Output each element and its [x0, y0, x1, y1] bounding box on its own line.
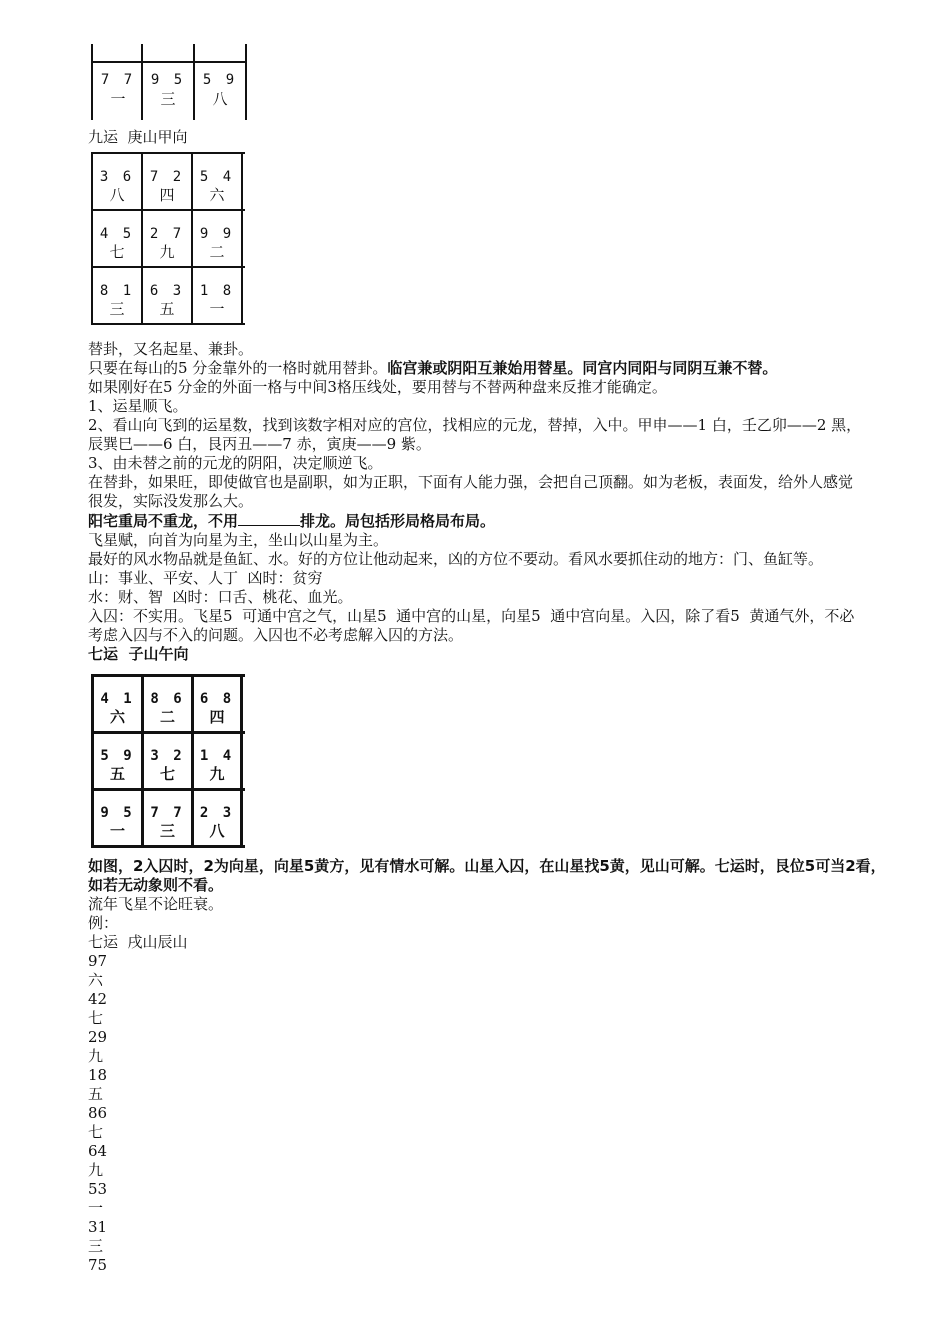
- grid7-cell: 8 6 二: [141, 674, 191, 731]
- grid9-cell: 2 7 九: [141, 209, 191, 266]
- list-item: 53: [88, 1180, 108, 1198]
- grid7-cell: 6 8 四: [191, 674, 243, 731]
- top-cell-2-nums: 9 5: [150, 72, 186, 88]
- top-cell-1-nums: 7 7: [100, 72, 136, 88]
- para-line: 例：: [88, 914, 119, 932]
- para-line: 替卦，又名起星、兼卦。: [88, 340, 254, 358]
- para-line: 最好的风水物品就是鱼缸、水。好的方位让他动起来，凶的方位不要动。看风水要抓住动的地方：门、鱼缸等。: [88, 550, 824, 568]
- para-line: 如果刚好在5 分金的外面一格与中间3格压线处，要用替与不替两种盘来反推才能确定。: [88, 378, 667, 396]
- top-cell-2-palace: 三: [160, 90, 176, 108]
- grid9-cell: 1 8 一: [191, 266, 243, 323]
- heading-seven-period: 七运 子山午向: [88, 645, 189, 663]
- para-line: 飞星赋，向首为向星为主，坐山以山星为主。: [88, 531, 389, 549]
- list-item: 97: [88, 952, 108, 970]
- para-line: 流年飞星不论旺衰。: [88, 895, 224, 913]
- para-line-bold: [88, 511, 908, 531]
- list-item: 18: [88, 1066, 108, 1084]
- text-block-two: [88, 857, 908, 1275]
- grid9-cell: 9 9 二: [191, 209, 243, 266]
- list-item: 42: [88, 990, 108, 1008]
- para-line: 入囚：不实用。飞星5 可通中宫之气，山星5 通中宫的山星，向星5 通中宫向星。入囚，除了看5 黄通气外，不必: [88, 607, 855, 625]
- list-item: 七: [88, 1123, 104, 1141]
- para-line: 3、由未替之前的元龙的阴阳，决定顺逆飞。: [88, 454, 383, 472]
- flying-star-grid-nine: [91, 152, 248, 323]
- para-line: 水：财、智 凶时：口舌、桃花、血光。: [88, 588, 353, 606]
- grid9-cell: 4 5 七: [91, 209, 141, 266]
- grid9-cell: 8 1 三: [91, 266, 141, 323]
- top-cell-3-palace: 八: [212, 90, 228, 108]
- grid7-cell: 2 3 八: [191, 788, 243, 845]
- blank-underline: [238, 511, 300, 526]
- list-item: 86: [88, 1104, 108, 1122]
- para-line: 山：事业、平安、人丁 凶时：贫穷: [88, 569, 323, 587]
- text-block-one: [88, 340, 908, 664]
- list-item: 五: [88, 1085, 104, 1103]
- list-item: 29: [88, 1028, 108, 1046]
- para-line: 2、看山向飞到的运星数，找到该数字相对应的宫位，找相应的元龙，替掉，入中。甲申——1 白，壬乙卯——2 黑，: [88, 416, 862, 434]
- grid7-cell: 1 4 九: [191, 731, 243, 788]
- para-line: 在替卦，如果旺，即使做官也是副职，如为正职，下面有人能力强，会把自己顶翻。如为老板，表面发，给外人感觉: [88, 473, 854, 491]
- para-line-bold: 如若无动象则不看。: [88, 876, 224, 894]
- para-bold-post: 排龙。局包括形局格局布局。: [300, 512, 496, 530]
- para-line-bold: 如图，2入囚时，2为向星，向星5黄方，见有情水可解。山星入囚，在山星找5黄，见山可解。七运时，艮位5可当2看，: [88, 857, 886, 875]
- example-list: [88, 952, 908, 1275]
- list-item: 75: [88, 1256, 108, 1274]
- grid9-cell: 7 2 四: [141, 152, 191, 209]
- para-line: [88, 359, 908, 378]
- grid9-cell: 6 3 五: [141, 266, 191, 323]
- list-item: 九: [88, 1047, 104, 1065]
- grid9-cell: 3 6 八: [91, 152, 141, 209]
- para-line: 1、运星顺飞。: [88, 397, 188, 415]
- list-item: 一: [88, 1199, 104, 1217]
- grid7-cell: 3 2 七: [141, 731, 191, 788]
- list-item: 三: [88, 1237, 104, 1255]
- para-line: 很发，实际没发那么大。: [88, 492, 254, 510]
- grid9-cell: 5 4 六: [191, 152, 243, 209]
- grid7-cell: 4 1 六: [91, 674, 141, 731]
- top-cell-1-palace: 一: [110, 90, 126, 108]
- heading-nine-period: 九运 庚山甲向: [88, 128, 188, 146]
- list-item: 九: [88, 1161, 104, 1179]
- list-item: 64: [88, 1142, 108, 1160]
- para-line: 七运 戌山辰山: [88, 933, 188, 951]
- para-line: 考虑入囚与不入的问题。入囚也不必考虑解入囚的方法。: [88, 626, 464, 644]
- flying-star-grid-seven: [91, 674, 248, 845]
- grid7-cell: 5 9 五: [91, 731, 141, 788]
- para-line: 辰巽巳——6 白，艮丙丑——7 赤，寅庚——9 紫。: [88, 435, 431, 453]
- grid7-cell: 9 5 一: [91, 788, 141, 845]
- para-bold-pre: 阳宅重局不重龙，不用: [88, 512, 239, 530]
- grid7-cell: 7 7 三: [141, 788, 191, 845]
- list-item: 31: [88, 1218, 108, 1236]
- top-cell-3-nums: 5 9: [202, 72, 238, 88]
- para-bold-span: 临宫兼或阴阳互兼始用替星。同宫内同阳与同阴互兼不替。: [387, 359, 778, 377]
- top-partial-grid: [91, 44, 248, 120]
- list-item: 七: [88, 1009, 104, 1027]
- list-item: 六: [88, 971, 104, 989]
- para-normal-span: 只要在每山的5 分金靠外的一格时就用替卦。: [88, 359, 388, 377]
